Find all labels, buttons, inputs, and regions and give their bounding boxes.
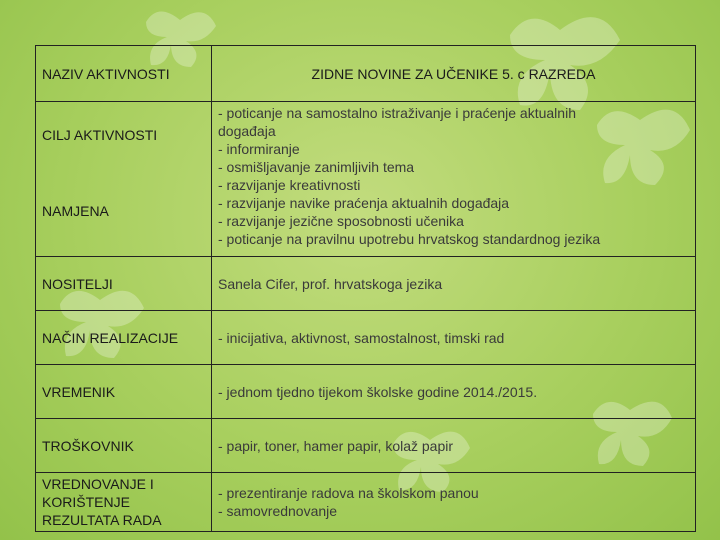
goal-purpose-line: događaja — [218, 123, 276, 139]
goal-purpose-line: - razvijanje kreativnosti — [218, 177, 361, 193]
row-value: Sanela Cifer, prof. hrvatskoga jezika — [212, 257, 696, 311]
goal-purpose-line: - razvijanje jezične sposobnosti učenika — [218, 213, 464, 229]
evaluation-value: - prezentiranje radova na školskom panou - samovrednovanje — [212, 473, 696, 532]
row-label: VREMENIK — [36, 365, 212, 419]
goal-purpose-labels — [36, 102, 212, 257]
goal-purpose-line: - poticanje na pravilnu upotrebu hrvatskog standardnog jezika — [218, 231, 601, 247]
row-value: - inicijativa, aktivnost, samostalnost, timski rad — [212, 311, 696, 365]
goal-purpose-line: - informiranje — [218, 141, 300, 157]
table-row — [36, 102, 696, 257]
row-label: TROŠKOVNIK — [36, 419, 212, 473]
goal-purpose-line: - razvijanje navike praćenja aktualnih događaja — [218, 195, 510, 211]
table-row — [36, 365, 696, 419]
table-row — [36, 257, 696, 311]
goal-label: CILJ AKTIVNOSTI — [42, 127, 158, 143]
activity-name-label: NAZIV AKTIVNOSTI — [36, 46, 212, 102]
activity-name-value: ZIDNE NOVINE ZA UČENIKE 5. c RAZREDA — [212, 46, 696, 102]
evaluation-label: VREDNOVANJE I KORIŠTENJE REZULTATA RADA — [36, 473, 212, 532]
row-value: - jednom tjedno tijekom školske godine 2014./2015. — [212, 365, 696, 419]
table-row — [36, 311, 696, 365]
row-label: NAČIN REALIZACIJE — [36, 311, 212, 365]
goal-purpose-line: - osmišljavanje zanimljivih tema — [218, 159, 415, 175]
goal-purpose-value — [212, 102, 696, 257]
goal-purpose-line: - poticanje na samostalno istraživanje i praćenje aktualnih — [218, 105, 576, 121]
purpose-label: NAMJENA — [42, 203, 109, 219]
activity-table — [35, 45, 696, 532]
row-label: NOSITELJI — [36, 257, 212, 311]
table-row — [36, 46, 696, 102]
table-row — [36, 419, 696, 473]
row-value: - papir, toner, hamer papir, kolaž papir — [212, 419, 696, 473]
table-row — [36, 473, 696, 532]
